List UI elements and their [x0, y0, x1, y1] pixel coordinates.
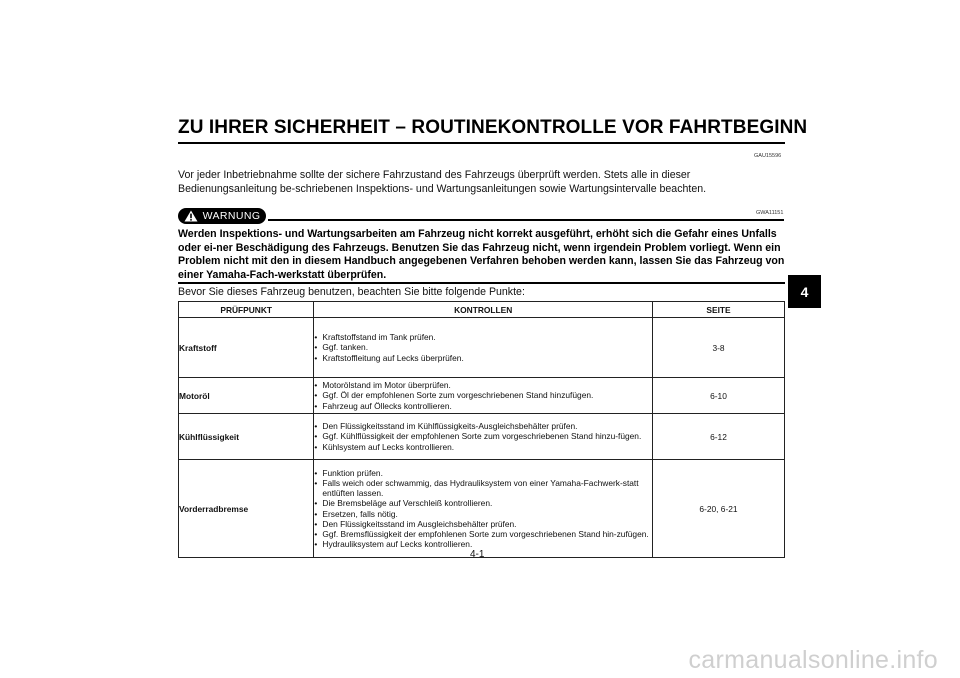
row-page: 6-12 — [652, 414, 784, 460]
list-item: • Ggf. Bremsflüssigkeit der empfohlenen Sorte zum vorgeschriebenen Stand hin-zufügen. — [314, 529, 652, 539]
section-code: GAU15596 — [754, 153, 782, 159]
warning-badge — [178, 208, 266, 224]
row-checks — [314, 318, 653, 378]
list-item: • Kraftstoffleitung auf Lecks überprüfen. — [314, 353, 652, 363]
warning-rule — [268, 219, 784, 221]
row-page: 6-10 — [652, 378, 784, 414]
list-item: • Die Bremsbeläge auf Verschleiß kontrollieren. — [314, 498, 652, 508]
warning-end-rule — [178, 282, 785, 284]
list-item: • Den Flüssigkeitsstand im Ausgleichsbehälter prüfen. — [314, 519, 652, 529]
list-item: • Kraftstoffstand im Tank prüfen. — [314, 332, 652, 342]
row-item: Motoröl — [179, 378, 314, 414]
header-checks: KONTROLLEN — [314, 302, 653, 318]
row-checks — [314, 378, 653, 414]
row-page: 3-8 — [652, 318, 784, 378]
list-item: • Ggf. Öl der empfohlenen Sorte zum vorgeschriebenen Stand hinzufügen. — [314, 390, 652, 400]
row-item: Vorderradbremse — [179, 460, 314, 558]
intro-paragraph: Vor jeder Inbetriebnahme sollte der sichere Fahrzustand des Fahrzeugs überprüft werden. Stets alle in dieser Bedienungsanleitung be-schriebenen Inspektions- und Wartungsanleitungen sowie Wartungsintervalle beachten. — [178, 169, 707, 195]
list-item: • Hydrauliksystem auf Lecks kontrollieren. — [314, 539, 652, 549]
header-page: SEITE — [652, 302, 784, 318]
table-row — [179, 414, 785, 460]
list-item: • Ggf. Kühlflüssigkeit der empfohlenen Sorte zum vorgeschriebenen Stand hinzu-fügen. — [314, 431, 652, 441]
warning-code: GWA11151 — [756, 210, 784, 216]
table-lead: Bevor Sie dieses Fahrzeug benutzen, beachten Sie bitte folgende Punkte: — [178, 286, 525, 298]
list-item: • Funktion prüfen. — [314, 468, 652, 478]
table-row — [179, 378, 785, 414]
row-item: Kraftstoff — [179, 318, 314, 378]
table-row — [179, 460, 785, 558]
header-checkpoint: PRÜFPUNKT — [179, 302, 314, 318]
list-item: • Motorölstand im Motor überprüfen. — [314, 380, 652, 390]
page-title: ZU IHRER SICHERHEIT – ROUTINEKONTROLLE VOR FAHRTBEGINN — [178, 117, 808, 138]
chapter-tab[interactable]: 4 — [788, 275, 821, 308]
title-rule — [178, 142, 785, 144]
row-item: Kühlflüssigkeit — [179, 414, 314, 460]
table-row — [179, 318, 785, 378]
list-item: • Ggf. tanken. — [314, 342, 652, 352]
list-item: • Ersetzen, falls nötig. — [314, 509, 652, 519]
list-item: • Falls weich oder schwammig, das Hydrauliksystem von einer Yamaha-Fachwerk-statt entlüften lassen. — [314, 478, 652, 498]
page-number: 4-1 — [470, 549, 485, 560]
list-item: • Den Flüssigkeitsstand im Kühlflüssigkeits-Ausgleichsbehälter prüfen. — [314, 421, 652, 431]
warning-text: Werden Inspektions- und Wartungsarbeiten am Fahrzeug nicht korrekt ausgeführt, erhöht sich die Gefahr eines Unfalls oder ei-ner Beschädigung des Fahrzeugs. Benutzen Sie das Fahrzeug nicht, wenn irgendein Problem vorliegt. Wenn ein Problem nicht mit den in diesem Handbuch angegebenen Verfahren behoben werden kann, lassen Sie das Fahrzeug von einer Yamaha-Fach-werkstatt überprüfen. — [178, 228, 785, 281]
row-checks — [314, 414, 653, 460]
warning-label: WARNUNG — [202, 210, 261, 222]
row-page: 6-20, 6-21 — [652, 460, 784, 558]
list-item: • Kühlsystem auf Lecks kontrollieren. — [314, 442, 652, 452]
row-checks — [314, 460, 653, 558]
table-header-row — [179, 302, 785, 318]
watermark: carmanualsonline.info — [688, 646, 938, 674]
warning-triangle-icon — [184, 210, 198, 222]
check-table — [178, 301, 785, 558]
list-item: • Fahrzeug auf Öllecks kontrollieren. — [314, 401, 652, 411]
